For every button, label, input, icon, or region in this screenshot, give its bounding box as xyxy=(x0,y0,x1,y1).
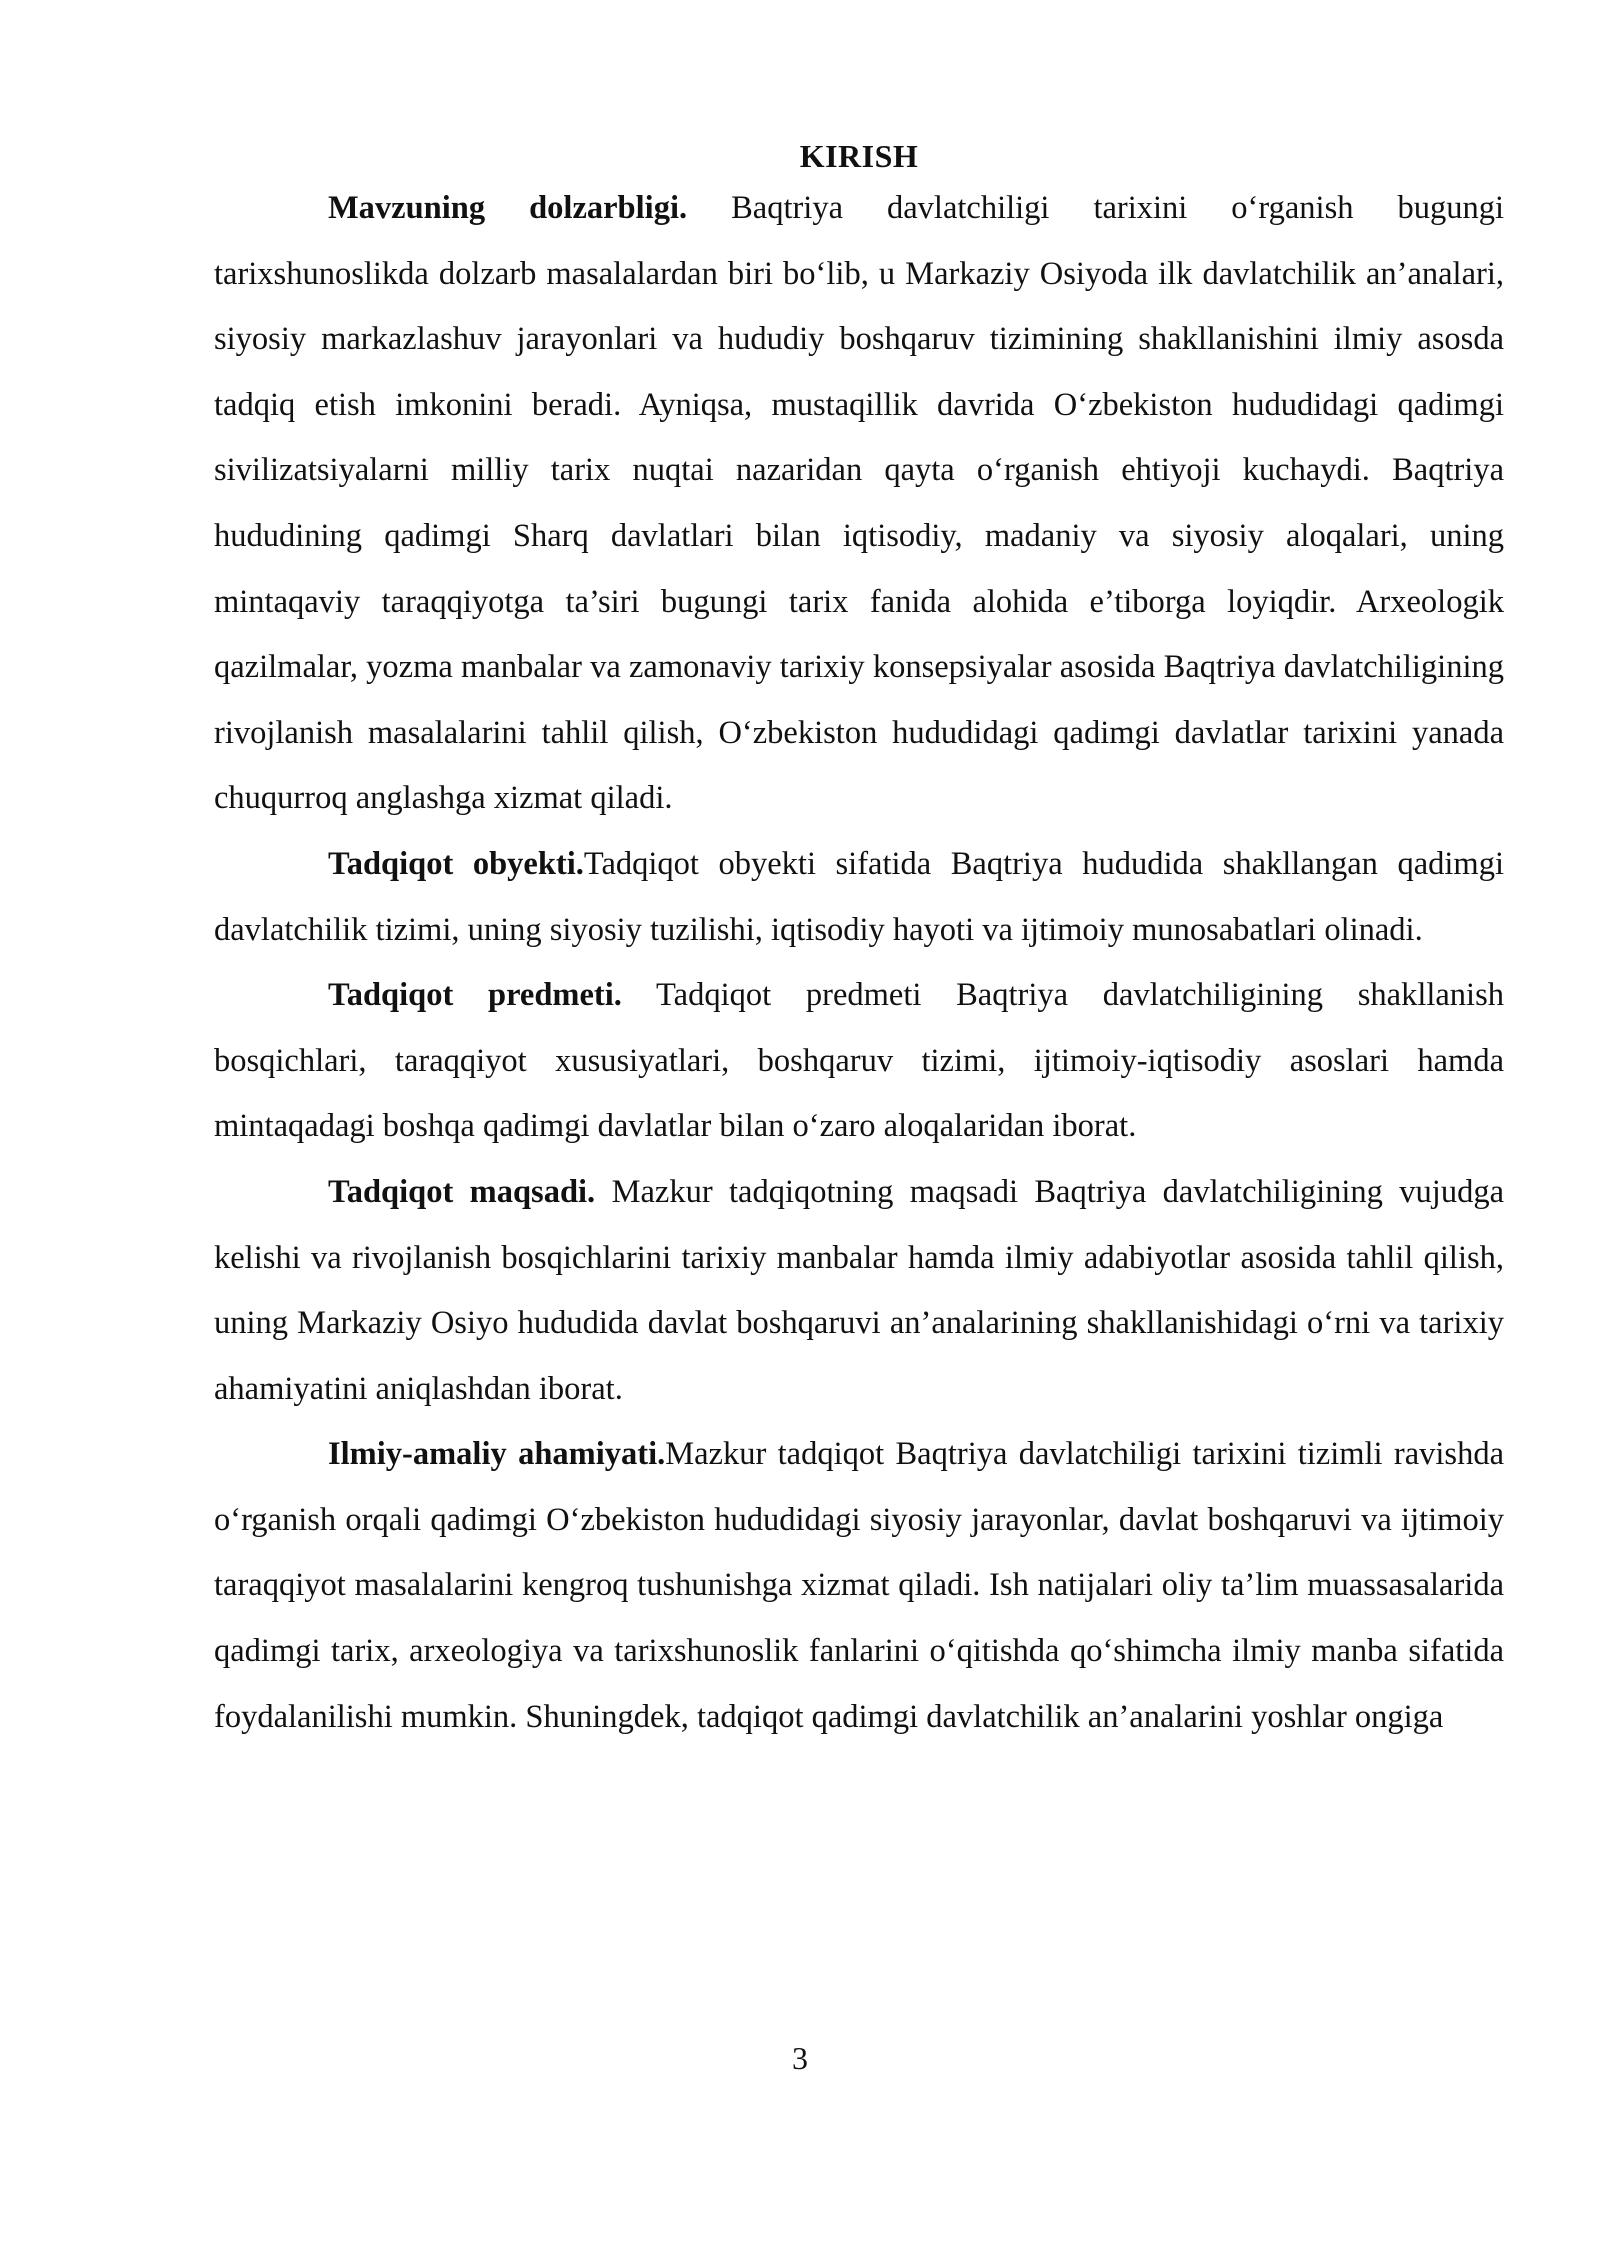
paragraph-relevance xyxy=(214,176,1504,832)
paragraph-text: Mazkur tadqiqot Baqtriya davlatchiligi tarixini tizimli ravishda o‘rganish orqali qadimgi O‘zbekiston hududidagi siyosiy jarayonlar, davlat boshqaruvi va ijtimoiy taraqqiyot masalalarini kengroq tushunishga xizmat qiladi. Ish natijalari oliy ta’lim muassasalarida qadimgi tarix, arxeologiya va tarixshunoslik fanlarini o‘qitishda qo‘shimcha ilmiy manba sifatida foydalanilishi mumkin. Shuningdek, tadqiqot qadimgi davlatchilik an’analarini yoshlar ongiga xyxy=(214,1436,1505,1735)
paragraph-research-object xyxy=(214,832,1504,963)
paragraph-lead: Mavzuning dolzarbligi. xyxy=(328,190,688,226)
paragraph-lead: Tadqiqot predmeti. xyxy=(328,977,622,1014)
paragraph-text: Baqtriya davlatchiligi tarixini o‘rganish bugungi tarixshunoslikda dolzarb masalalardan biri bo‘lib, u Markaziy Osiyoda ilk davlatchilik an’analari, siyosiy markazlashuv jarayonlari va hududiy boshqaruv tizimining shakllanishini ilmiy asosda tadqiq etish imkonini beradi. Ayniqsa, mustaqillik davrida O‘zbekiston hududidagi qadimgi sivilizatsiyalarni milliy tarix nuqtai nazaridan qayta o‘rganish ehtiyoji kuchaydi. Baqtriya hududining qadimgi Sharq davlatlari bilan iqtisodiy, madaniy va siyosiy aloqalari, uning mintaqaviy taraqqiyotga ta’siri bugungi tarix fanida alohida e’tiborga loyiqdir. Arxeologik qazilmalar, yozma manbalar va zamonaviy tarixiy konsepsiyalar asosida Baqtriya davlatchiligining rivojlanish masalalarini tahlil qilish, O‘zbekiston hududidagi qadimgi davlatlar tarixini yanada chuqurroq anglashga xizmat qiladi. xyxy=(214,190,1504,817)
page-title: KIRISH xyxy=(799,138,919,174)
paragraph-research-subject xyxy=(214,963,1504,1160)
page-content xyxy=(214,136,1504,1750)
paragraph-lead: Tadqiqot maqsadi. xyxy=(328,1173,596,1210)
paragraph-text: Tadqiqot obyekti sifatida Baqtriya hududida shakllangan qadimgi davlatchilik tizimi, uning siyosiy tuzilishi, iqtisodiy hayoti va ijtimoiy munosabatlari olinadi. xyxy=(214,845,1504,948)
paragraph-text: Mazkur tadqiqotning maqsadi Baqtriya davlatchiligining vujudga kelishi va rivojlanish bosqichlarini tarixiy manbalar hamda ilmiy adabiyotlar asosida tahlil qilish, uning Markaziy Osiyo hududida davlat boshqaruvi an’analarining shakllanishidagi o‘rni va tarixiy ahamiyatini aniqlashdan iborat. xyxy=(214,1173,1504,1407)
paragraph-lead: Tadqiqot obyekti. xyxy=(328,845,584,882)
paragraph-text: Tadqiqot predmeti Baqtriya davlatchiligining shakllanish bosqichlari, taraqqiyot xususiyatlari, boshqaruv tizimi, ijtimoiy-iqtisodiy asoslari hamda mintaqadagi boshqa qadimgi davlatlar bilan o‘zaro aloqalaridan iborat. xyxy=(214,977,1504,1145)
paragraph-practical-significance xyxy=(214,1422,1504,1750)
paragraph-lead: Ilmiy-amaliy ahamiyati. xyxy=(328,1436,666,1473)
page-number: 3 xyxy=(792,2040,808,2076)
paragraph-research-goal xyxy=(214,1160,1504,1422)
